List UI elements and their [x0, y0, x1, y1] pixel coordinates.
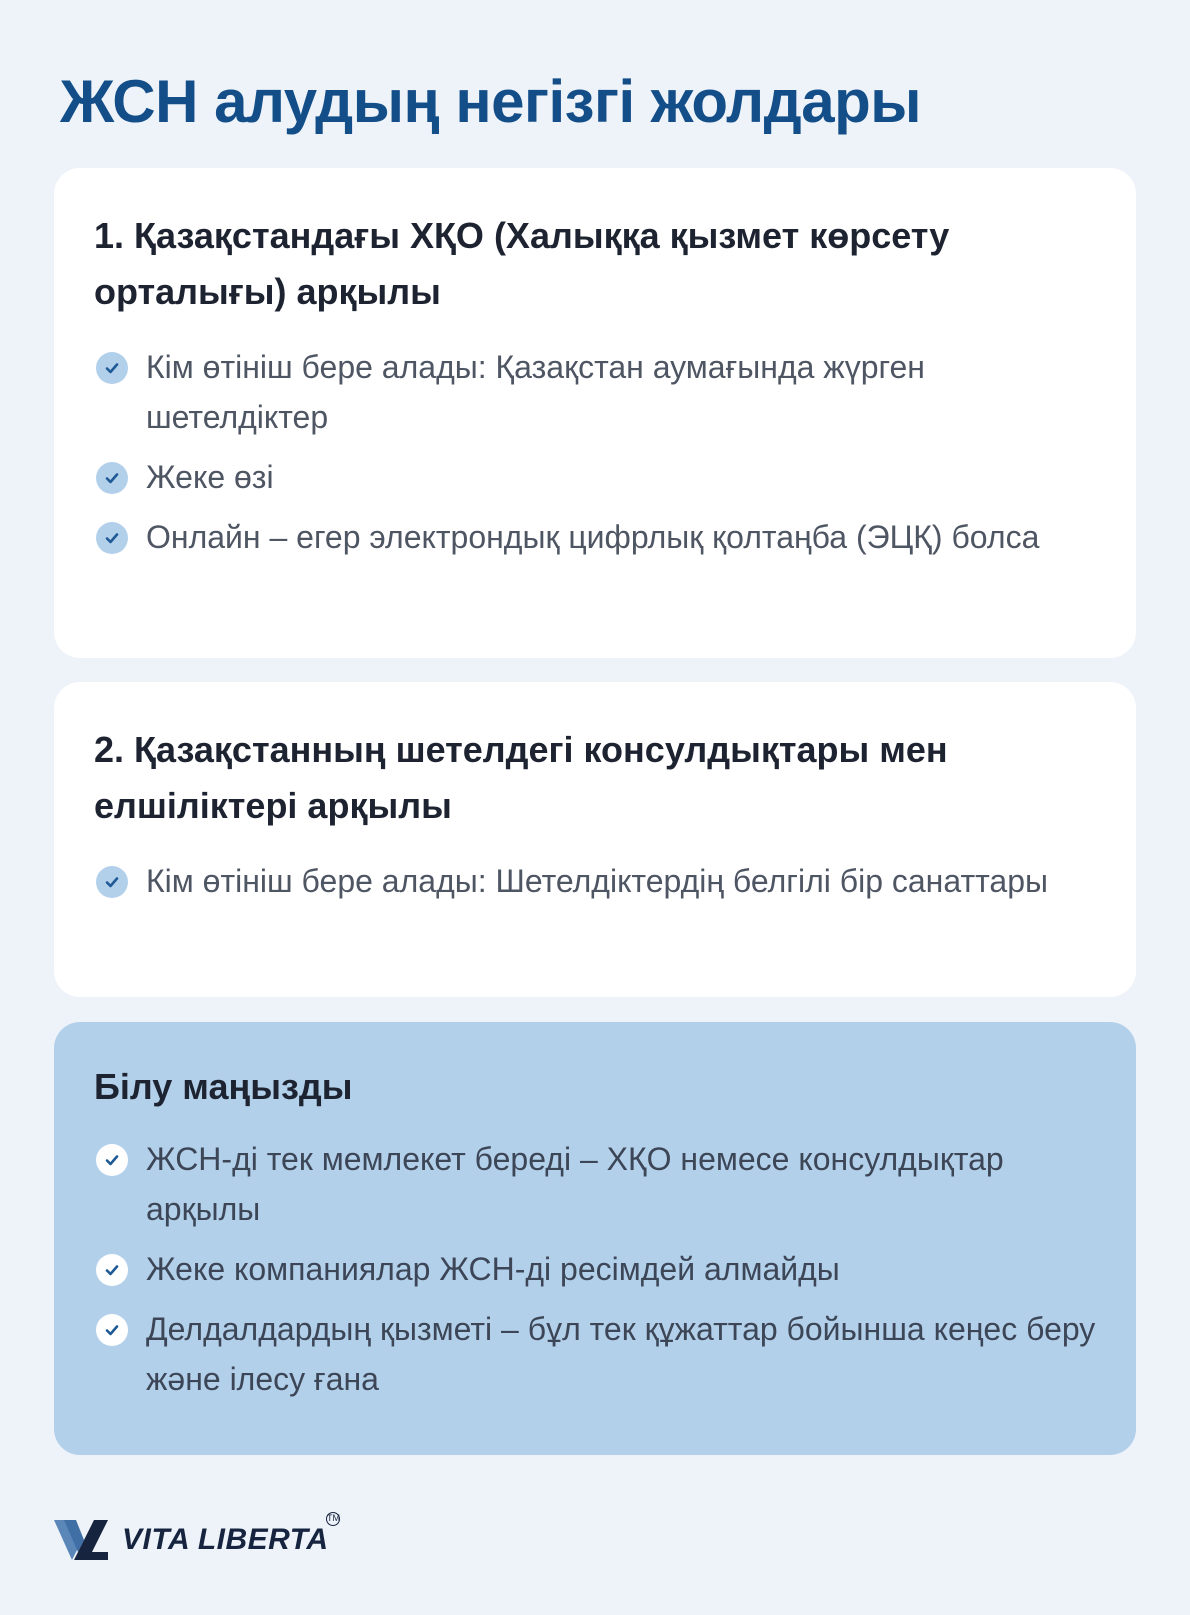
checkmark-icon: [96, 522, 128, 554]
checkmark-icon: [96, 1254, 128, 1286]
page-title: ЖСН алудың негізгі жолдары: [60, 68, 921, 135]
checkmark-icon: [96, 462, 128, 494]
section-card-consulates: [54, 682, 1136, 997]
note-heading: Білу маңызды: [94, 1066, 353, 1107]
list-item-text: Жеке өзі: [146, 459, 274, 495]
trademark-mark: TM: [326, 1512, 340, 1526]
checkmark-icon: [96, 1314, 128, 1346]
checkmark-icon: [96, 866, 128, 898]
section-heading: 1. Қазақстандағы ХҚО (Халыққа қызмет көрсету орталығы) арқылы: [94, 215, 950, 312]
checkmark-icon: [96, 352, 128, 384]
list-item: [94, 512, 1096, 562]
list-item: [94, 452, 1096, 502]
vita-liberta-logo-icon: [54, 1518, 110, 1562]
list-item: [94, 1134, 1096, 1234]
section-card-hco: [54, 168, 1136, 658]
section-heading: 2. Қазақстанның шетелдегі консулдықтары мен елшіліктері арқылы: [94, 729, 948, 826]
list-item-text: ЖСН-ді тек мемлекет береді – ХҚО немесе консулдықтар арқылы: [146, 1141, 1004, 1227]
list-item: [94, 342, 1096, 442]
important-note-card: [54, 1022, 1136, 1455]
list-item: [94, 1244, 1096, 1294]
list-item-text: Кім өтініш бере алады: Шетелдіктердің белгілі бір санаттары: [146, 863, 1048, 899]
section-list: [94, 856, 1096, 906]
list-item: [94, 1304, 1096, 1404]
section-list: [94, 342, 1096, 562]
brand-footer: [54, 1513, 340, 1562]
list-item-text: Жеке компаниялар ЖСН-ді ресімдей алмайды: [146, 1251, 840, 1287]
checkmark-icon: [96, 1144, 128, 1176]
list-item: [94, 856, 1096, 906]
brand-name: VITA LIBERTA: [122, 1523, 329, 1556]
list-item-text: Онлайн – егер электрондық цифрлық қолтаңба (ЭЦҚ) болса: [146, 519, 1040, 555]
note-list: [94, 1134, 1096, 1404]
list-item-text: Кім өтініш бере алады: Қазақстан аумағында жүрген шетелдіктер: [146, 349, 925, 435]
list-item-text: Делдалдардың қызметі – бұл тек құжаттар бойынша кеңес беру және ілесу ғана: [146, 1311, 1096, 1397]
